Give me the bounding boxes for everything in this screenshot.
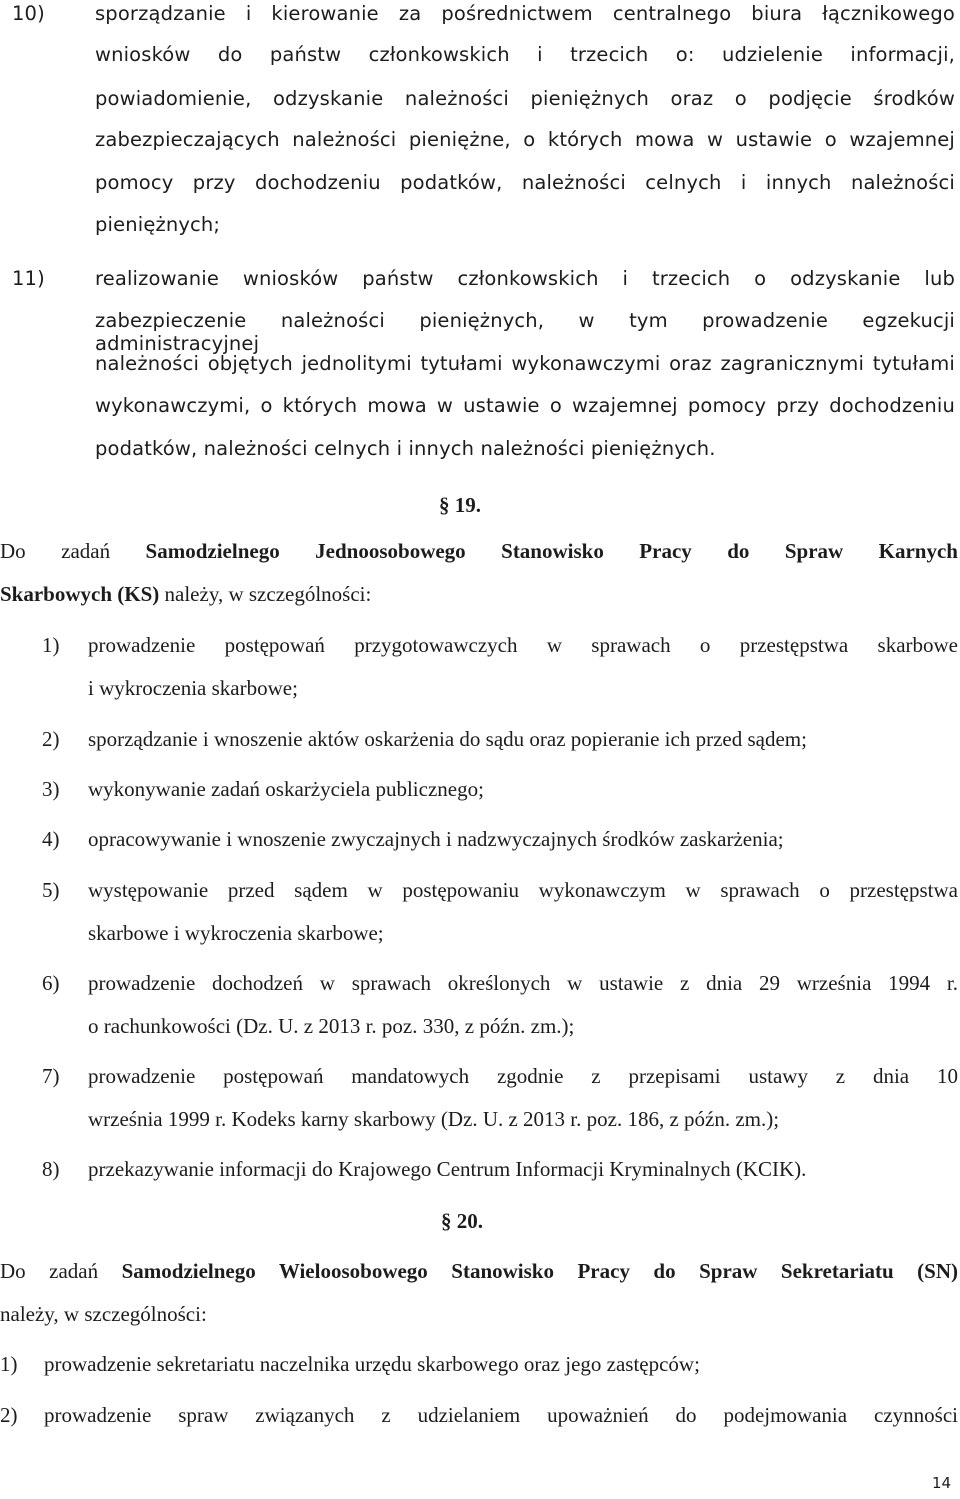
section-intro-continued: należy, w szczególności: xyxy=(0,1302,207,1326)
list-item-line: września 1999 r. Kodeks karny skarbowy (Dz. U. z 2013 r. poz. 186, z późn. zm.); xyxy=(88,1107,780,1131)
list-item-line: przekazywanie informacji do Krajowego Centrum Informacji Kryminalnych (KCIK). xyxy=(88,1157,807,1181)
list-item-line: realizowanie wniosków państw członkowskich i trzecich o odzyskanie lub xyxy=(95,267,955,290)
list-item-line: wykonywanie zadań oskarżyciela publicznego; xyxy=(88,777,484,801)
intro-text: Do zadań xyxy=(0,1259,122,1283)
list-item-line: powiadomienie, odzyskanie należności pieniężnych oraz o podjęcie środków xyxy=(95,87,955,110)
list-item-line: podatków, należności celnych i innych należności pieniężnych. xyxy=(95,437,716,460)
list-item-line: należności objętych jednolitymi tytułami wykonawczymi oraz zagranicznymi tytułami xyxy=(95,352,955,375)
list-item-line: prowadzenie sekretariatu naczelnika urzędu skarbowego oraz jego zastępców; xyxy=(44,1352,700,1376)
list-item-number: 5) xyxy=(42,878,60,902)
list-item-number: 2) xyxy=(42,727,60,751)
unit-name: Samodzielnego Wieloosobowego Stanowisko Pracy do Spraw Sekretariatu (SN) xyxy=(121,1259,958,1283)
page-number: 14 xyxy=(932,1474,952,1492)
list-item-line: i wykroczenia skarbowe; xyxy=(88,676,298,700)
list-item-number: 2) xyxy=(0,1403,18,1427)
list-item-line: zabezpieczających należności pieniężne, o których mowa w ustawie o wzajemnej xyxy=(95,128,955,151)
unit-name: Samodzielnego Jednoosobowego Stanowisko Pracy do Spraw Karnych xyxy=(145,539,958,563)
list-item-line: o rachunkowości (Dz. U. z 2013 r. poz. 330, z późn. zm.); xyxy=(88,1014,575,1038)
list-item-number: 4) xyxy=(42,827,60,851)
list-item-number: 8) xyxy=(42,1157,60,1181)
list-item-line: wykonawczymi, o których mowa w ustawie o wzajemnej pomocy przy dochodzeniu xyxy=(95,394,955,417)
unit-name: Skarbowych (KS) xyxy=(0,582,160,606)
list-item-number: 7) xyxy=(42,1064,60,1088)
section-heading: § 20. xyxy=(441,1209,483,1233)
section-intro xyxy=(0,1259,958,1284)
list-item-line: prowadzenie dochodzeń w sprawach określonych w ustawie z dnia 29 września 1994 r. xyxy=(88,971,958,995)
section-intro-continued xyxy=(0,582,371,607)
list-item-line: pieniężnych; xyxy=(95,213,221,236)
list-item-number: 10) xyxy=(12,2,45,25)
list-item-line: występowanie przed sądem w postępowaniu wykonawczym w sprawach o przestępstwa xyxy=(88,878,958,902)
list-item-number: 1) xyxy=(42,633,60,657)
section-intro xyxy=(0,539,958,564)
list-item-line: pomocy przy dochodzeniu podatków, należności celnych i innych należności xyxy=(95,171,955,194)
list-item-number: 3) xyxy=(42,777,60,801)
list-item-line: prowadzenie postępowań przygotowawczych w sprawach o przestępstwa skarbowe xyxy=(88,633,958,657)
list-item-line: prowadzenie spraw związanych z udzielaniem upoważnień do podejmowania czynności xyxy=(44,1403,958,1427)
list-item-line: opracowywanie i wnoszenie zwyczajnych i nadzwyczajnych środków zaskarżenia; xyxy=(88,827,784,851)
list-item-line: sporządzanie i kierowanie za pośrednictwem centralnego biura łącznikowego xyxy=(95,2,955,25)
list-item-line: zabezpieczenie należności pieniężnych, w tym prowadzenie egzekucji administracyjnej xyxy=(95,309,955,355)
list-item-line: wniosków do państw członkowskich i trzecich o: udzielenie informacji, xyxy=(95,43,955,66)
intro-text: Do zadań xyxy=(0,539,146,563)
list-item-number: 1) xyxy=(0,1352,18,1376)
list-item-line: sporządzanie i wnoszenie aktów oskarżenia do sądu oraz popieranie ich przed sądem; xyxy=(88,727,807,751)
list-item-number: 6) xyxy=(42,971,60,995)
intro-text: należy, w szczególności: xyxy=(159,582,372,606)
list-item-line: skarbowe i wykroczenia skarbowe; xyxy=(88,921,384,945)
list-item-number: 11) xyxy=(12,267,45,290)
section-heading: § 19. xyxy=(439,493,481,517)
list-item-line: prowadzenie postępowań mandatowych zgodnie z przepisami ustawy z dnia 10 xyxy=(88,1064,958,1088)
